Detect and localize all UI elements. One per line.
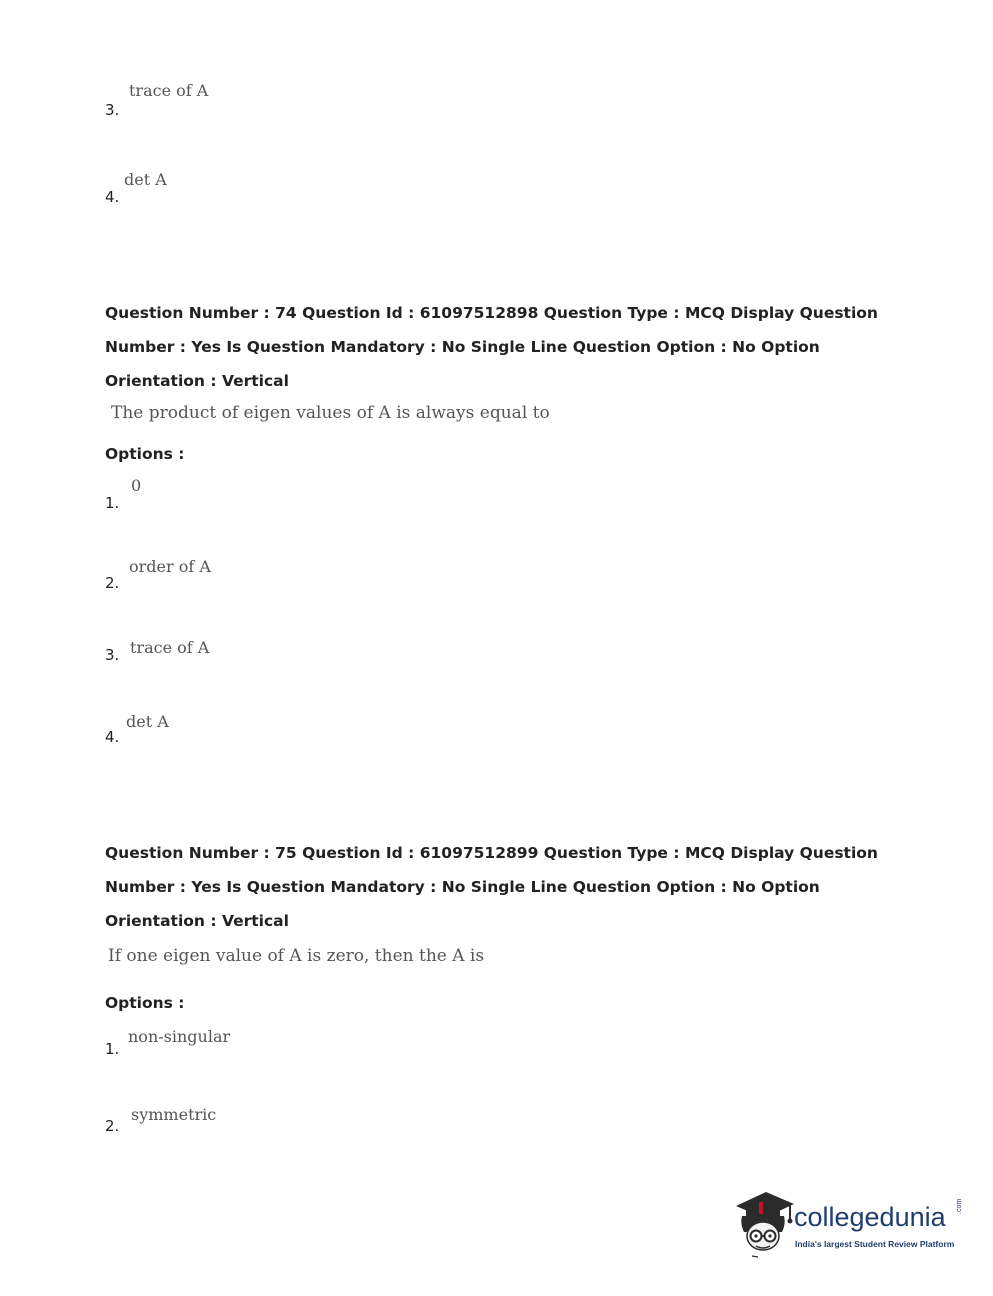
option-text: order of A <box>129 557 211 576</box>
option-text: 0 <box>131 476 142 495</box>
option-text: non-singular <box>128 1027 231 1046</box>
question-75-text: If one eigen value of A is zero, then the A is <box>108 946 485 966</box>
option-text: trace of A <box>129 81 209 100</box>
question-75-meta <box>105 836 885 938</box>
option-text: det A <box>126 712 169 731</box>
option-text: trace of A <box>130 638 210 657</box>
logo-com: .com <box>956 1198 963 1214</box>
meta-line: Question Number : 75 Question Id : 61097512899 Question Type : MCQ Display Question <box>105 844 878 862</box>
options-label: Options : <box>105 445 185 463</box>
logo-tagline: India's largest Student Review Platform <box>795 1239 955 1249</box>
logo-wordmark: collegedunia <box>794 1202 946 1232</box>
question-74-text: The product of eigen values of A is always equal to <box>111 403 550 423</box>
meta-line: Number : Yes Is Question Mandatory : No Single Line Question Option : No Option <box>105 878 820 896</box>
option-number: 1. <box>105 1040 120 1058</box>
mascot-icon <box>732 1188 796 1258</box>
meta-line: Number : Yes Is Question Mandatory : No Single Line Question Option : No Option <box>105 338 820 356</box>
option-text: det A <box>124 170 167 189</box>
option-number: 2. <box>105 574 120 592</box>
meta-line: Orientation : Vertical <box>105 912 289 930</box>
question-74-meta <box>105 296 885 398</box>
option-text: symmetric <box>131 1105 217 1124</box>
option-number: 3. <box>105 101 120 119</box>
meta-line: Orientation : Vertical <box>105 372 289 390</box>
option-number: 4. <box>105 728 120 746</box>
option-number: 2. <box>105 1117 120 1135</box>
options-label: Options : <box>105 994 185 1012</box>
meta-line: Question Number : 74 Question Id : 61097512898 Question Type : MCQ Display Question <box>105 304 878 322</box>
collegedunia-logo <box>732 1188 968 1260</box>
option-number: 3. <box>105 646 120 664</box>
option-number: 4. <box>105 188 120 206</box>
option-number: 1. <box>105 494 120 512</box>
